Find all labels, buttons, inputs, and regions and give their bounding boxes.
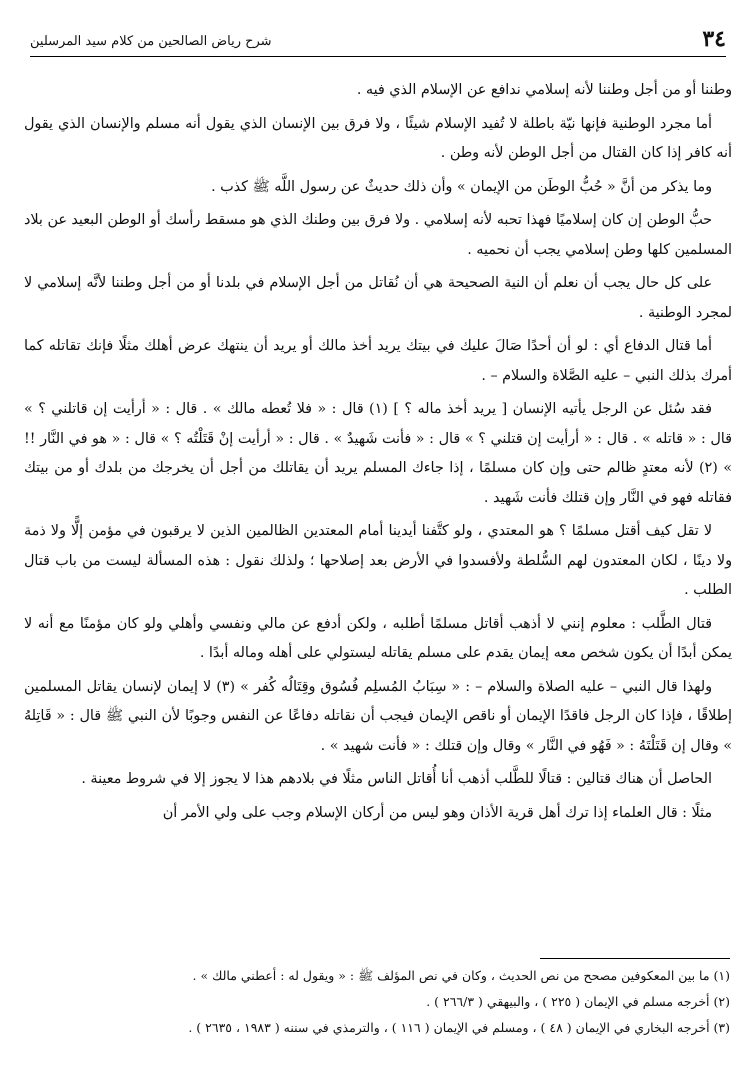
footnotes [26, 958, 730, 1041]
running-title: شرح رياض الصالحين من كلام سيد المرسلين [30, 34, 272, 49]
page-header [30, 28, 726, 57]
paragraph: فقد سُئل عن الرجل يأتيه الإنسان [ يريد أخذ ماله ؟ ] (١) قال : « فلا تُعطه مالك » . قال : « أرأيت إن قاتلني ؟ » قال : « قاتله » . قال : « أرأيت إن قتلني ؟ » قال : « فأنت شَهيدٌ » . قال : « أرأيت إنْ قَتَلْتُه ؟ » قال : « هو في النَّار !! » (٢) لأنه معتدٍ ظالم حتى وإن كان مسلمًا ، إذا جاءك المسلم يريد أن يقاتلك من أجل أن يخرجك من بلدك أو من بيتك فقاتله فهو في النَّار وإن قتلك فأنت شَهيد . [24, 401, 733, 506]
paragraph: ولهذا قال النبي – عليه الصلاة والسلام – : « سِبَابُ المُسلِم فُسُوق وقِتَالُه كُفر » (٣) لا إيمان لإنسان يقاتل المسلمين إطلاقًا ، فإذا كان الرجل فاقدًا الإيمان أو ناقص الإيمان فيجب أن نقاتله دفاعًا عن النفس وجوبًا لأن النبي ﷺ قال : « قَاتِلهُ » وقال إن قَتَلْتَهُ : « فَهُو في النَّار » وقال وإن قتلك : « فأنت شهيد » . [24, 678, 732, 754]
paragraph: على كل حال يجب أن نعلم أن النية الصحيحة هي أن نُقاتل من أجل الإسلام في بلدنا أو من أجل وطننا لأنَّه إسلامي لا لمجرد الوطنية . [24, 275, 732, 321]
paragraph: وما يذكر من أنَّ « حُبُّ الوطَن من الإيمان » وأن ذلك حديثٌ عن رسول اللَّه ﷺ كذب . [211, 178, 712, 195]
paragraph: أما مجرد الوطنية فإنها نيّة باطلة لا تُفيد الإسلام شيئًا ، ولا فرق بين الإنسان الذي يقول أنه مسلم والإنسان الذي يقول أنه كافر إذا كان القتال من أجل الوطن لأنه وطن . [24, 115, 732, 161]
paragraph: الحاصل أن هناك قتالين : قتالًا للطَّلب أذهب أنا أُقاتل الناس مثلًا في بلادهم هذا لا يجوز إلا في شروط معينة . [81, 771, 712, 787]
footnote: (٣) أخرجه البخاري في الإيمان ( ٤٨ ) ، ومسلم في الإيمان ( ١١٦ ) ، والترمذي في سننه ( ١٩٨٣ ، ٢٦٣٥ ) . [188, 1020, 730, 1035]
main-text [24, 76, 732, 832]
paragraph: لا تقل كيف أقتل مسلمًا ؟ هو المعتدي ، ولو كتَّفنا أيدينا أمام المعتدين الظالمين الذين لا يرقبون في مؤمن إلًّا ولا ذمة ولا دينًا ، لكان المعتدون لهم السُّلطة ولأفسدوا في الأرض بعد إصلاحها ؛ ولذلك نقول : هذه المسألة ليست من باب قتال الطلب . [24, 523, 732, 598]
page-number: ٣٤ [702, 26, 726, 52]
paragraph: وطننا أو من أجل وطننا لأنه إسلامي ندافع عن الإسلام الذي فيه . [356, 82, 732, 98]
paragraph: مثلًا : قال العلماء إذا ترك أهل قرية الأذان وهو ليس من أركان الإسلام وجب على ولي الأمر أن [162, 804, 712, 821]
paragraph: أما قتال الدفاع أي : لو أن أحدًا صَالَ عليك في بيتك يريد أخذ مالك أو يريد أن ينتهك عرض أهلك مثلًا فإنك تقاتله كما أمرك بذلك النبي – عليه الصَّلاة والسلام – . [24, 338, 732, 384]
footnote-divider [540, 958, 730, 959]
paragraph: حبُّ الوطن إن كان إسلاميًا فهذا تحبه لأنه إسلامي . ولا فرق بين وطنك الذي هو مسقط رأسك أو الوطن البعيد عن بلاد المسلمين كلها وطن إسلامي يجب أن نحميه . [24, 212, 732, 258]
footnote: (٢) أخرجه مسلم في الإيمان ( ٢٢٥ ) ، والبيهقي ( ٢٦٦/٣ ) . [426, 994, 730, 1009]
footnote: (١) ما بين المعكوفين مصحح من نص الحديث ، وكان في نص المؤلف ﷺ : « ويقول له : أعطني مالك » . [192, 968, 730, 983]
paragraph: قتال الطَّلب : معلوم إنني لا أذهب أقاتل مسلمًا أطلبه ، ولكن أدفع عن مالي ونفسي وأهلي ولو كان مؤمنًا مع أنه لا يمكن أبدًا أن يكون شخص معه إيمان يقدم على مسلم يقاتله ليستولي على أهله وماله أبدًا . [24, 615, 732, 661]
